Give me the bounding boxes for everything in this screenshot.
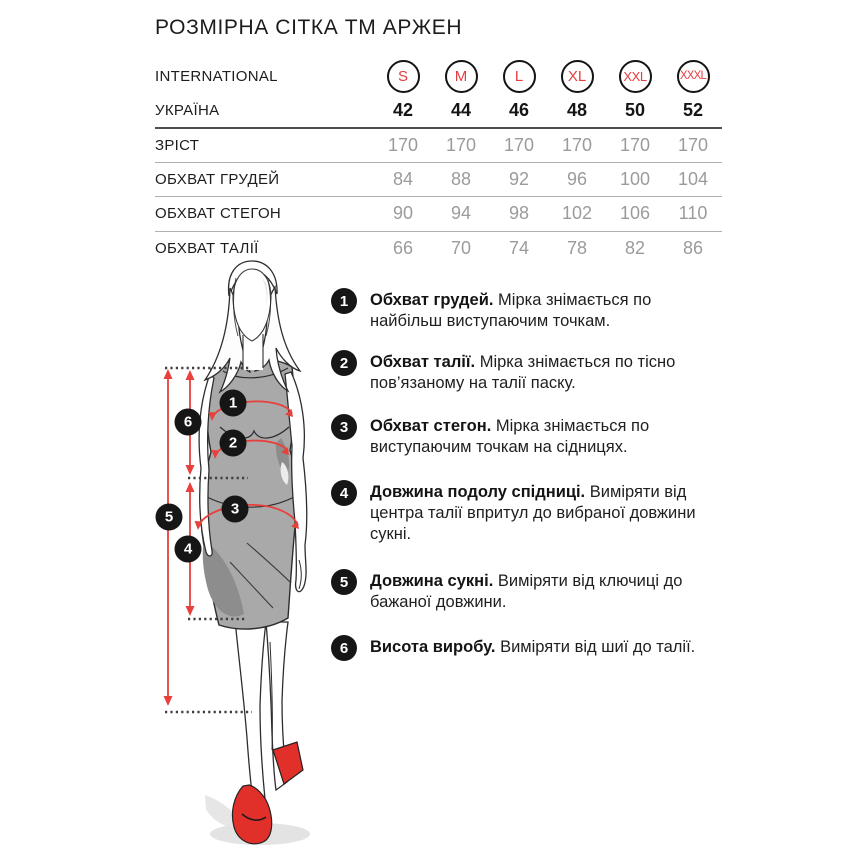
legend-term: Обхват талії. xyxy=(370,353,476,371)
measurement-value: 170 xyxy=(561,135,593,156)
row-label-international: INTERNATIONAL xyxy=(155,67,278,85)
row-label: ЗРІСТ xyxy=(155,137,200,155)
measurement-value: 170 xyxy=(387,135,419,156)
legend-item-2 xyxy=(331,350,708,394)
ukraine-size-value: 52 xyxy=(682,100,704,120)
measurement-value: 94 xyxy=(450,203,472,224)
legend-term: Обхват стегон. xyxy=(370,417,492,435)
legend-desc: Виміряти від центра талії впритул до вибраної довжини сукні. xyxy=(370,483,696,543)
figure-marker-4: 4 xyxy=(183,540,193,558)
legend-item-5 xyxy=(331,569,708,613)
ukraine-size-value: 50 xyxy=(624,100,646,120)
legend-term: Висота виробу. xyxy=(370,638,496,656)
measurement-value: 78 xyxy=(566,237,588,258)
legend-text xyxy=(370,637,708,658)
measurement-value: 90 xyxy=(392,203,414,224)
measurement-value: 106 xyxy=(619,203,651,224)
measurement-value: 102 xyxy=(561,203,593,224)
legend-desc: Мірка знімається по виступаючим точкам на сідницях. xyxy=(370,417,650,456)
legend-text xyxy=(370,482,708,545)
legend-item-6 xyxy=(331,635,708,661)
size-letter: S xyxy=(397,67,408,85)
row-label: ОБХВАТ СТЕГОН xyxy=(155,205,282,223)
figure-marker-1: 1 xyxy=(228,394,238,412)
measurement-value: 170 xyxy=(619,135,651,156)
legs xyxy=(235,620,288,801)
legend-item-3 xyxy=(331,414,708,458)
size-letter: M xyxy=(454,67,468,85)
ukraine-size-value: 48 xyxy=(566,100,588,120)
legend-text xyxy=(370,571,708,613)
legend-item-1 xyxy=(331,288,708,332)
size-letter: XXL xyxy=(623,68,647,84)
figure-marker-2: 2 xyxy=(228,434,238,452)
measurement-value: 82 xyxy=(624,237,646,258)
row-label: ОБХВАТ ГРУДЕЙ xyxy=(155,171,280,189)
measurement-value: 74 xyxy=(508,237,530,258)
row-label: ОБХВАТ ТАЛІЇ xyxy=(155,239,259,257)
legend-item-4 xyxy=(331,480,708,545)
measurement-value: 170 xyxy=(677,135,709,156)
measurement-value: 104 xyxy=(677,169,709,190)
measurement-value: 84 xyxy=(392,169,414,190)
measurement-value: 86 xyxy=(682,237,704,258)
row-label-ukraine: УКРАЇНА xyxy=(155,102,220,119)
legend-text xyxy=(370,290,708,332)
legend-desc: Мірка знімається по тісно пов’язаному на талії паску. xyxy=(370,353,676,392)
ukraine-size-value: 42 xyxy=(392,100,414,120)
measurement-value: 70 xyxy=(450,237,472,258)
measurement-value: 92 xyxy=(508,169,530,190)
measurement-value: 98 xyxy=(508,203,530,224)
measurement-value: 100 xyxy=(619,169,651,190)
dress xyxy=(201,358,298,629)
size-letter: XL xyxy=(567,67,587,85)
measurement-value: 66 xyxy=(392,237,414,258)
measurement-value: 170 xyxy=(503,135,535,156)
legend-desc: Виміряти від шиї до талії. xyxy=(500,638,696,656)
measurement-value: 110 xyxy=(678,203,708,224)
legend-term: Довжина сукні. xyxy=(370,572,494,590)
page-title: РОЗМІРНА СІТКА ТМ АРЖЕН xyxy=(155,16,463,39)
legend-number-badge: 2 xyxy=(331,350,357,376)
measurement-value: 88 xyxy=(450,169,472,190)
ukraine-size-value: 44 xyxy=(450,100,472,120)
legend-text xyxy=(370,352,708,394)
legend-desc: Мірка знімається по найбільш виступаючим точкам. xyxy=(370,291,652,330)
legend-text xyxy=(370,416,708,458)
ukraine-size-value: 46 xyxy=(508,100,530,120)
legend-number-badge: 1 xyxy=(331,288,357,314)
legend-term: Обхват грудей. xyxy=(370,291,494,309)
legend-term: Довжина подолу спідниці. xyxy=(370,483,586,501)
measurement-value: 170 xyxy=(445,135,477,156)
figure-marker-6: 6 xyxy=(183,413,193,431)
measurement-value: 96 xyxy=(566,169,588,190)
measurement-legend xyxy=(331,0,743,850)
figure-illustration xyxy=(145,258,345,850)
legend-number-badge: 5 xyxy=(331,569,357,595)
legend-number-badge: 6 xyxy=(331,635,357,661)
size-letter: XXXL xyxy=(679,70,707,82)
legend-number-badge: 4 xyxy=(331,480,357,506)
size-letter: L xyxy=(514,67,524,85)
figure-marker-3: 3 xyxy=(230,500,240,518)
figure-marker-5: 5 xyxy=(164,508,174,526)
legend-number-badge: 3 xyxy=(331,414,357,440)
legend-desc: Виміряти від ключиці до бажаної довжини. xyxy=(370,572,683,611)
